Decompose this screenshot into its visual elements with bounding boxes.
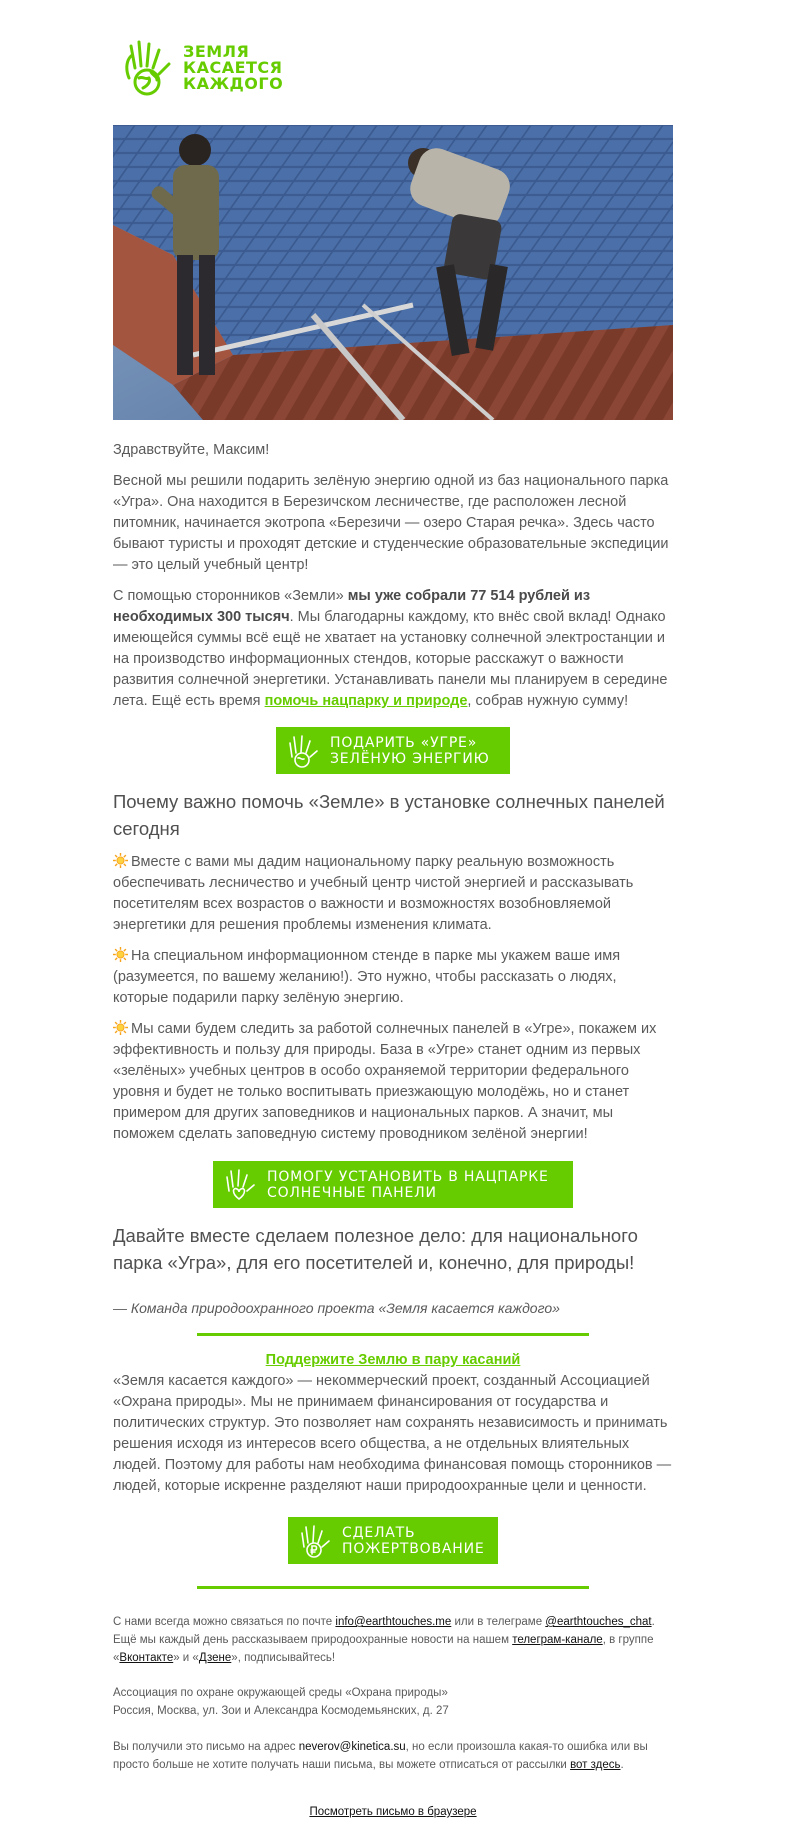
support-link[interactable]: Поддержите Землю в пару касаний bbox=[265, 1352, 521, 1368]
funding-text-3: , собрав нужную сумму! bbox=[467, 693, 629, 709]
view-in-browser-link[interactable]: Посмотреть письмо в браузере bbox=[309, 1806, 477, 1818]
divider bbox=[197, 1333, 589, 1336]
vk-link[interactable]: Вконтакте bbox=[119, 1652, 174, 1664]
funding-text-2: . Мы благодарны каждому, кто внёс свой вклад! Однако имеющейся суммы всё ещё не хватает на установку солнечной электростанции и на производство информационных стендов, которые расскажут о важности развития солнечной энергетики. Устанавливать панели мы планируем в середине лета. Ещё есть время bbox=[113, 609, 668, 709]
dzen-link[interactable]: Дзене bbox=[198, 1652, 232, 1664]
donate-label: СДЕЛАТЬ ПОЖЕРТВОВАНИЕ bbox=[342, 1524, 485, 1557]
bullet-text: На специальном информационном стенде в парке мы укажем ваше имя (разумеется, по вашему желанию!). Это нужно, чтобы рассказать о людях, которые подарили парку зелёную энергию. bbox=[113, 948, 621, 1006]
hand-coin-icon bbox=[298, 1523, 334, 1559]
recipient-email: neverov@kinetica.su bbox=[298, 1741, 406, 1753]
footer-text: » и « bbox=[173, 1652, 199, 1664]
support-paragraph: «Земля касается каждого» — некоммерческий проект, созданный Ассоциацией «Охрана природы». Мы не принимаем финансирования от государства и политических структур. Это позволяет нам сохранять независимость и принимать решения исходя из интересов всего общества, а не отдельных влиятельных людей. Поэтому для работы нам необходима финансовая помощь сторонников — людей, которые искренне разделяют наши природоохранные цели и ценности. bbox=[113, 1373, 672, 1494]
help-park-link[interactable]: помочь нацпарку и природе bbox=[264, 693, 468, 709]
donate-button[interactable] bbox=[288, 1517, 498, 1564]
bullet-item bbox=[113, 946, 673, 1009]
bullet-item bbox=[113, 1019, 673, 1145]
install-panels-label: ПОМОГУ УСТАНОВИТЬ В НАЦПАРКЕ СОЛНЕЧНЫЕ ПАНЕЛИ bbox=[267, 1168, 549, 1201]
intro-paragraph: Весной мы решили подарить зелёную энергию одной из баз национального парка «Угра». Она находится в Березичском лесничестве, где расположен лесной питомник, начинается экотропа «Березичи — озеро Старая речка». Здесь часто бывают туристы и проходят детские и студенческие образовательные экспедиции — это целый учебный центр! bbox=[113, 473, 669, 573]
email-link[interactable]: info@earthtouches.me bbox=[335, 1616, 452, 1628]
footer-text: . Ещё мы каждый день рассказываем природоохранные новости на нашем bbox=[113, 1616, 655, 1646]
sun-icon bbox=[113, 947, 128, 962]
browser-view bbox=[113, 1803, 673, 1821]
hand-heart-icon bbox=[223, 1167, 259, 1203]
hero-image bbox=[113, 125, 673, 420]
install-panels-button[interactable] bbox=[213, 1161, 573, 1208]
footer-text: , но если произошла какая-то ошибка или вы просто больше не хотите получать наши письма, вы можете отписаться от рассылки bbox=[113, 1741, 648, 1771]
footer-org-name: Ассоциация по охране окружающей среды «Охрана природы» bbox=[113, 1687, 448, 1699]
footer-text: или в телеграме bbox=[451, 1616, 546, 1628]
footer-org-address: Россия, Москва, ул. Зои и Александра Космодемьянских, д. 27 bbox=[113, 1705, 449, 1717]
greeting: Здравствуйте, Максим! bbox=[113, 442, 270, 458]
why-heading: Почему важно помочь «Земле» в установке солнечных панелей сегодня bbox=[113, 791, 665, 839]
telegram-channel-link[interactable]: телеграм-канале bbox=[512, 1634, 603, 1646]
bullet-item bbox=[113, 852, 673, 936]
support-title bbox=[113, 1350, 673, 1371]
sun-icon bbox=[113, 853, 128, 868]
funding-amount: мы уже собрали 77 514 рублей из необходимых 300 тысяч bbox=[113, 588, 591, 625]
logo-text: ЗЕМЛЯ КАСАЕТСЯ КАЖДОГО bbox=[183, 42, 284, 93]
funding-text-1: С помощью сторонников «Земли» bbox=[113, 588, 348, 604]
footer-text: , в группе « bbox=[113, 1634, 654, 1664]
gift-green-energy-label: ПОДАРИТЬ «УГРЕ» ЗЕЛЁНУЮ ЭНЕРГИЮ bbox=[330, 734, 490, 767]
unsubscribe-link[interactable]: вот здесь bbox=[570, 1759, 621, 1771]
divider bbox=[197, 1586, 589, 1589]
signature: — Команда природоохранного проекта «Земля касается каждого» bbox=[113, 1300, 560, 1316]
footer-text: », подписывайтесь! bbox=[231, 1652, 336, 1664]
gift-green-energy-button[interactable] bbox=[276, 727, 510, 774]
footer-text: . bbox=[620, 1759, 624, 1771]
closing-heading: Давайте вместе сделаем полезное дело: для национального парка «Угра», для его посетителей и, конечно, для природы! bbox=[113, 1225, 638, 1273]
hand-earth-icon bbox=[286, 733, 322, 769]
solar-panels-photo bbox=[113, 125, 673, 420]
footer-text: С нами всегда можно связаться по почте bbox=[113, 1616, 336, 1628]
funding-paragraph bbox=[113, 586, 673, 712]
telegram-chat-link[interactable]: @earthtouches_chat bbox=[545, 1616, 652, 1628]
logo[interactable] bbox=[121, 38, 283, 98]
bullet-text: Мы сами будем следить за работой солнечных панелей в «Угре», покажем их эффективность и пользу для природы. База в «Угре» станет одним из первых «зелёных» учебных центров в особо охраняемой территории федерального уровня и будет не только воспитывать приезжающую молодёжь, но и станет примером для других заповедников и национальных парков. А значит, мы поможем сделать заповедную систему проводником зелёной энергии! bbox=[113, 1021, 657, 1142]
footer-text: Вы получили это письмо на адрес bbox=[113, 1741, 299, 1753]
hand-earth-logo-icon bbox=[121, 38, 179, 98]
bullet-text: Вместе с вами мы дадим национальному парку реальную возможность обеспечивать лесничество и учебный центр чистой энергией и рассказывать посетителям всех возрастов о важности и возможностях возобновляемой энергетики для решения проблемы изменения климата. bbox=[113, 854, 634, 933]
sun-icon bbox=[113, 1020, 128, 1035]
footer-notice bbox=[113, 1738, 673, 1774]
footer-contacts bbox=[113, 1613, 673, 1667]
